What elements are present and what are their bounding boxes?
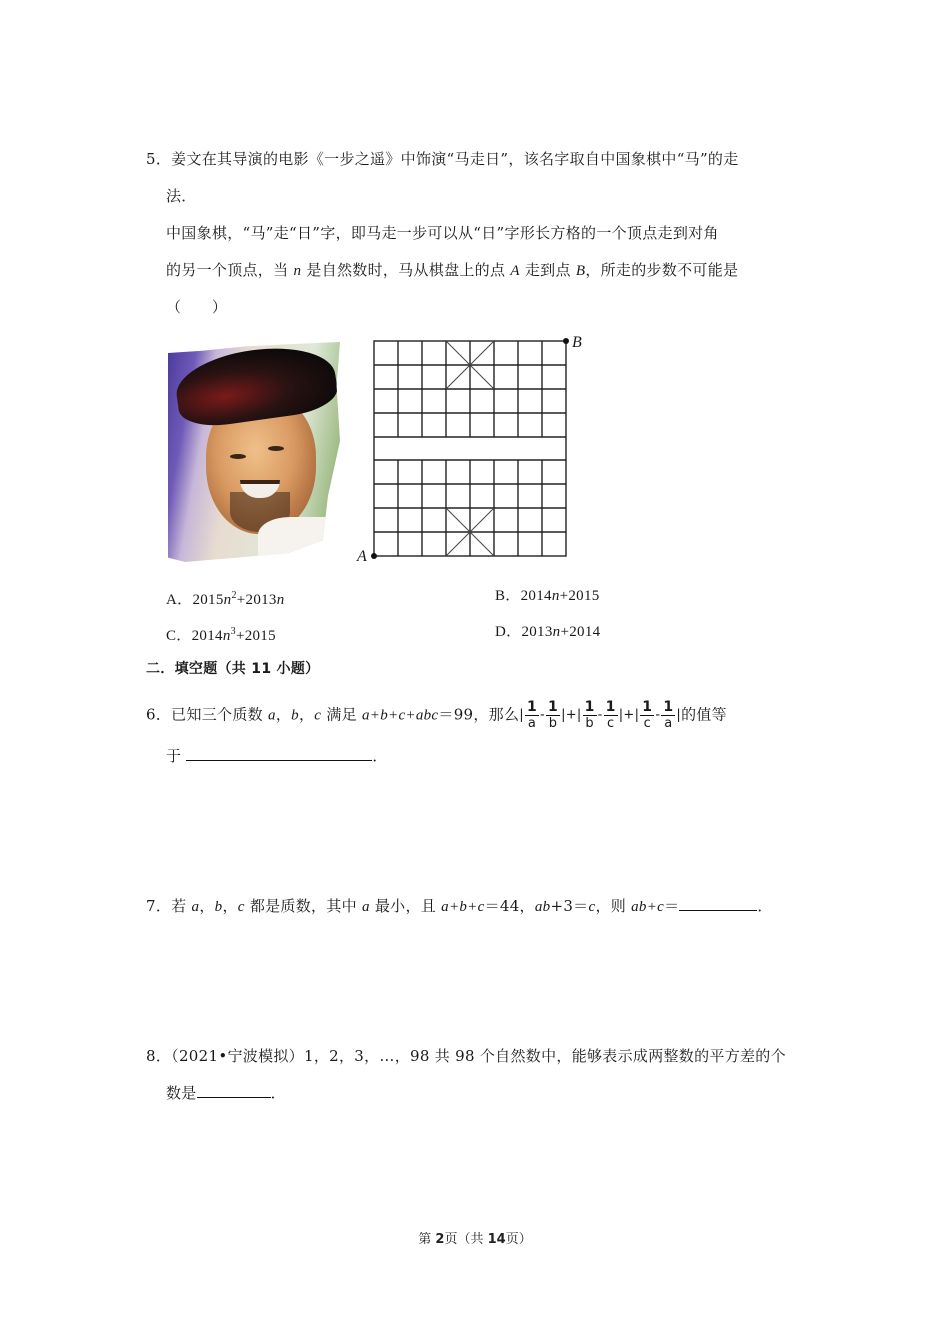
q8-line1: 8．（2021•宁波模拟）1，2，3，…，98 共 98 个自然数中，能够表示成两整数的平方差的个	[146, 1047, 786, 1065]
abs-bar: |	[519, 707, 524, 723]
section-heading-fill-in: 二．填空题（共 11 小题）	[146, 661, 320, 677]
point-a-dot	[371, 553, 377, 559]
option-b[interactable]: B．2014n+2015	[495, 588, 600, 604]
point-b-dot	[563, 338, 569, 344]
point-a-label: A	[357, 548, 367, 565]
q5-line2: 法．	[166, 187, 197, 205]
q6-line2: 于 ．	[166, 747, 388, 765]
q5-line4: 的另一个顶点，当 n 是自然数时，马从棋盘上的点 A 走到点 B，所走的步数不可能是	[166, 261, 739, 279]
option-c[interactable]: C．$2014n^3+2015$	[166, 626, 276, 644]
photo-eye-left	[230, 454, 246, 459]
fraction: $\frac{1}{a}$	[526, 699, 538, 731]
fraction: $\frac{1}{c}$	[605, 699, 616, 731]
option-d[interactable]: D．2013n+2014	[495, 624, 601, 640]
q6-answer-blank[interactable]	[186, 746, 372, 761]
q5-answer-paren: （ ）	[166, 298, 228, 316]
fraction: $\frac{1}{a}$	[663, 699, 674, 731]
option-a[interactable]: A．$2015n^2+2013n$	[166, 590, 285, 608]
fraction: $\frac{1}{b}$	[584, 699, 595, 731]
fraction: $\frac{1}{c}$	[642, 699, 653, 731]
current-page-number: 2	[435, 1232, 445, 1247]
q7-line1: 7．若 a，b，c 都是质数，其中 a 最小，且 a+b+c＝44，ab+3＝c，则 ab+c＝ ．	[146, 897, 773, 915]
q7-answer-blank[interactable]	[679, 896, 757, 911]
chess-board-diagram	[364, 332, 604, 572]
actor-photo	[168, 342, 340, 562]
q8-answer-blank[interactable]	[197, 1083, 271, 1098]
photo-collar	[258, 517, 338, 562]
q5-line3: 中国象棋，“马”走“日”字，即马走一步可以从“日”字形长方格的一个顶点走到对角	[166, 224, 719, 242]
fraction: $\frac{1}{b}$	[548, 699, 559, 731]
q5-number: 5．	[146, 150, 172, 168]
q8-line2: 数是 ．	[166, 1084, 286, 1102]
point-b-label: B	[572, 334, 582, 351]
q5-line1: 5．姜文在其导演的电影《一步之遥》中饰演“马走日”，该名字取自中国象棋中“马”的走	[146, 150, 739, 168]
total-pages: 14	[487, 1232, 506, 1247]
board-grid	[374, 341, 566, 556]
page-footer: 第 2页（共 14页）	[418, 1232, 532, 1247]
q6-line1: 6．已知三个质数 a，b，c 满足 a+b+c+abc＝99，那么| $\frac{1}{a}$ - $\frac{1}{b}$ |+| $\frac{1}{b}$ - $\frac{1}{c}$ |+| $\frac{1}{c}$ - $\frac{1}{a}$ |的值等	[146, 699, 727, 731]
photo-eye-right	[268, 446, 284, 451]
